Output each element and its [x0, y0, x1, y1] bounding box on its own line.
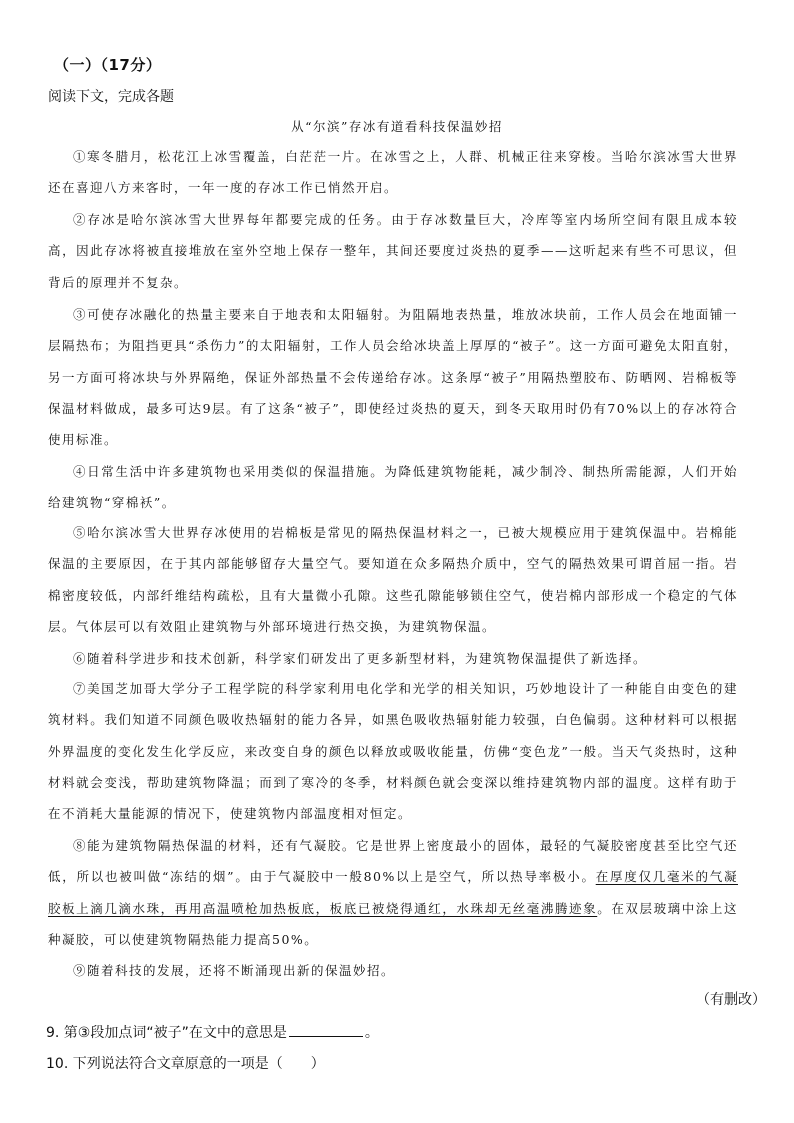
- paragraph-9: ⑨随着科技的发展，还将不断涌现出新的保温妙招。: [73, 963, 396, 978]
- source-note: （有删改）: [696, 992, 766, 1008]
- paragraph-8-text: ⑧能为建筑物隔热保温的材料，还有气凝胶。它是世界上密度最小的固体，最轻的气凝胶密度甚至比空气还低，所以也被叫做“冻结的烟”。由于气凝胶中一般80%以上是空气，所以热导率极小。: [48, 838, 738, 885]
- question-9-end: 。: [364, 1025, 379, 1041]
- paragraph-2: ②存冰是哈尔滨冰雪大世界每年都要完成的任务。由于存冰数量巨大，冷库等室内场所空间有限且成本较高，因此存冰将被直接堆放在室外空地上保存一整年，其间还要度过炎热的夏季——这听起来有些不可思议，但背后的原理并不复杂。: [48, 212, 738, 290]
- paragraph-6: ⑥随着科学进步和技术创新，科学家们研发出了更多新型材料，为建筑物保温提供了新选择。: [73, 651, 648, 666]
- paragraph-3: ③可使存冰融化的热量主要来自于地表和太阳辐射。为阻隔地表热量，堆放冰块前，工作人员会在地面铺一层隔热布；为阻挡更具“杀伤力”的太阳辐射，工作人员会给冰块盖上厚厚的“被子”。这一方面可避免太阳直射，另一方面可将冰块与外界隔绝，保证外部热量不会传递给存冰。这条厚“被子”用隔热塑胶布、防晒网、岩棉板等保温材料做成，最多可达9层。有了这条“被子”，即使经过炎热的夏天，到冬天取用时仍有70%以上的存冰符合使用标准。: [48, 307, 738, 448]
- answer-blank[interactable]: [289, 1022, 363, 1037]
- section-heading: （一）（17分）: [54, 56, 162, 74]
- paragraph-7: ⑦美国芝加哥大学分子工程学院的科学家利用电化学和光学的相关知识，巧妙地设计了一种能自由变色的建筑材料。我们知道不同颜色吸收热辐射的能力各异，如黑色吸收热辐射能力较强，白色偏弱。这种材料可以根据外界温度的变化发生化学反应，来改变自身的颜色以释放或吸收能量，仿佛“变色龙”一般。当天气炎热时，这种材料就会变浅，帮助建筑物降温；而到了寒冷的冬季，材料颜色就会变深以维持建筑物内部的温度。这样有助于在不消耗大量能源的情况下，使建筑物内部温度相对恒定。: [48, 681, 738, 822]
- paragraph-4: ④日常生活中许多建筑物也采用类似的保温措施。为降低建筑物能耗，减少制冷、制热所需能源，人们开始给建筑物“穿棉袄”。: [48, 464, 738, 511]
- article-title: 从“尔滨”存冰有道看科技保温妙招: [291, 119, 503, 134]
- paragraph-8: [48, 830, 738, 955]
- question-9-text: 9. 第③段加点词“被子”在文中的意思是: [46, 1025, 287, 1041]
- paragraph-8-tail: 。在双层玻璃中涂上这种凝胶，可以使建筑物隔热能力提高50%。: [48, 900, 738, 947]
- reading-instruction: 阅读下文，完成各题: [48, 89, 174, 105]
- underlined-sentence: 在厚度仅几毫米的气凝胶板上滴几滴水珠，再用高温喷枪加热板底，板底已被烧得通红，水珠却无丝毫沸腾迹象: [48, 869, 738, 916]
- question-10: 10. 下列说法符合文章原意的一项是（ ）: [46, 1056, 325, 1072]
- paragraph-1: ①寒冬腊月，松花江上冰雪覆盖，白茫茫一片。在冰雪之上，人群、机械正往来穿梭。当哈尔滨冰雪大世界还在喜迎八方来客时，一年一度的存冰工作已悄然开启。: [48, 149, 738, 196]
- paragraph-5: ⑤哈尔滨冰雪大世界存冰使用的岩棉板是常见的隔热保温材料之一，已被大规模应用于建筑保温中。岩棉能保温的主要原因，在于其内部能够留存大量空气。要知道在众多隔热介质中，空气的隔热效果可谓首屈一指。岩棉密度较低，内部纤维结构疏松，且有大量微小孔隙。这些孔隙能够锁住空气，使岩棉内部形成一个稳定的气体层。气体层可以有效阻止建筑物与外部环境进行热交换，为建筑物保温。: [48, 525, 738, 634]
- question-9: [46, 1022, 379, 1042]
